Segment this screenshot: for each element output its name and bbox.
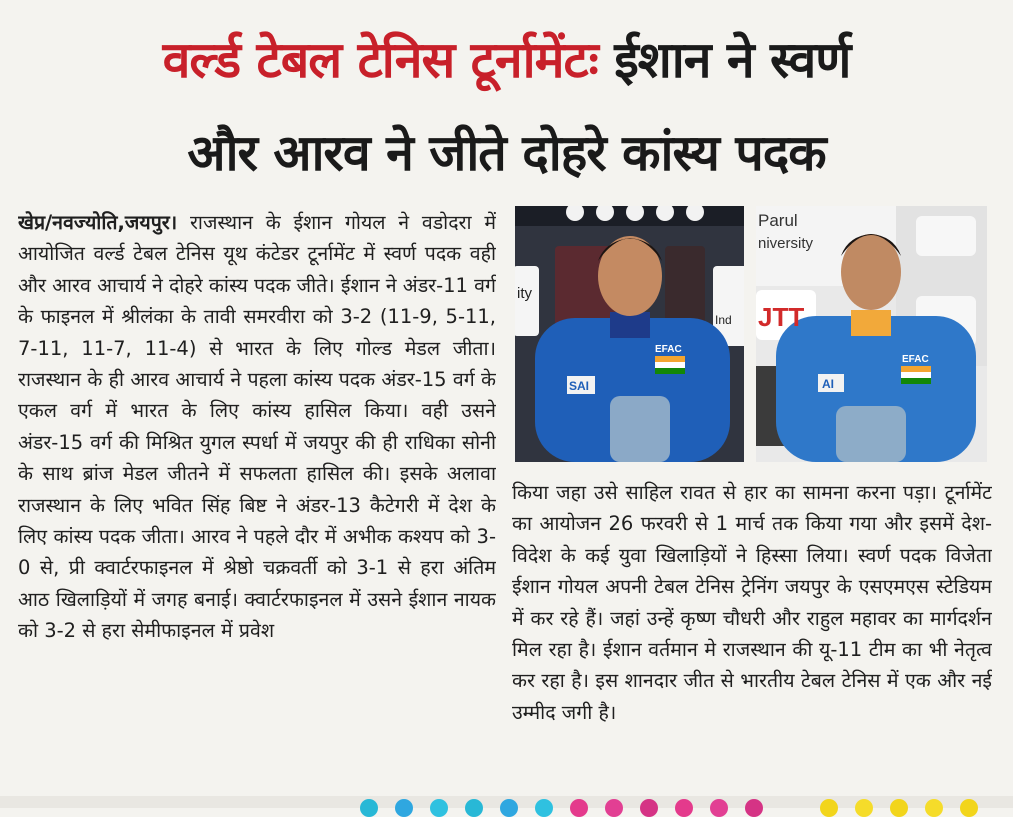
photo-eshan-goyal xyxy=(515,206,744,462)
headline-black-part: ईशान ने स्वर्ण xyxy=(614,31,851,89)
decor-dot xyxy=(360,799,378,817)
photo-1-backdrop-text-1: ity xyxy=(517,285,532,302)
decor-dot xyxy=(745,799,763,817)
decor-dot xyxy=(570,799,588,817)
article-left-text: राजस्थान के ईशान गोयल ने वडोदरा में आयोजित वर्ल्ड टेबल टेनिस यूथ कंटेडर टूर्नामेंट में स्वर्ण पदक वही और आरव आचार्य ने दोहरे कांस्य पदक जीते। ईशान ने अंडर-11 वर्ग के फाइनल में श्रीलंका के तावी समरवीरा को 3-2 (11-9, 5-11, 7-11, 11-7, 11-4) से भारत के लिए गोल्ड मेडल जीता। राजस्थान के ही आरव आचार्य ने पहला कांस्य पदक अंडर-15 वर्ग के एकल वर्ग में भारत के लिए कांस्य हासिल किया। वही उसने अंडर-15 वर्ग की मिश्रित युगल स्पर्धा में जयपुर की ही राधिका सोनी के साथ ब्रांज मेडल जीतने में सफलता हासिल की। इसके अलावा राजस्थान के लिए भवित सिंह बिष्ट ने अंडर-13 कैटेगरी में देश के लिए कांस्य पदक जीता। आरव ने पहले दौर में अभीक कश्यप को 3-0 से, प्री क्वार्टरफाइनल में श्रेष्ठो चक्रवर्ती को 3-1 से हरा अंतिम आठ खिलाड़ियों में जगह बनाई। क्वार्टरफाइनल में उसने ईशान नायक को 3-2 से हरा सेमीफाइनल में प्रवेश xyxy=(18,211,496,643)
article-left-column xyxy=(18,207,496,767)
photo-2-illustration xyxy=(756,206,987,462)
photo-2-backdrop-text-3: JTT xyxy=(758,302,805,332)
decor-dot xyxy=(640,799,658,817)
photo-1-jacket-logo: EFAC xyxy=(655,344,682,355)
photo-1-sai-badge: SAI xyxy=(569,379,590,393)
decor-dot xyxy=(395,799,413,817)
decor-dot xyxy=(465,799,483,817)
decor-dot xyxy=(855,799,873,817)
decor-dot xyxy=(675,799,693,817)
decor-dot xyxy=(890,799,908,817)
photo-2-backdrop-text-2: niversity xyxy=(758,235,814,252)
photo-2-jacket-logo: EFAC xyxy=(902,354,929,365)
decor-dot xyxy=(820,799,838,817)
headline-red-part: वर्ल्ड टेबल टेनिस टूर्नामेंटः xyxy=(162,31,598,89)
article-right-column xyxy=(512,477,992,767)
decor-dot xyxy=(710,799,728,817)
headline-line-2: और आरव ने जीते दोहरे कांस्य पदक xyxy=(187,124,826,182)
decor-dot xyxy=(500,799,518,817)
article-right-text: किया जहा उसे साहिल रावत से हार का सामना करना पड़ा। टूर्नामेंट का आयोजन 26 फरवरी से 1 मार्च तक किया गया और इसमें देश-विदेश के कई युवा खिलाड़ियों ने हिस्सा लिया। स्वर्ण पदक विजेता ईशान गोयल अपनी टेबल टेनिस ट्रेनिंग जयपुर के एसएमएस स्टेडियम में कर रहे हैं। जहां उन्हें कृष्ण चौधरी और राहुल महावर का मार्गदर्शन मिल रहा है। ईशान वर्तमान मे राजस्थान की यू-11 टीम का भी नेतृत्व कर रहा है। इस शानदार जीत से भारतीय टेबल टेनिस में एक और नई उम्मीद जगी है। xyxy=(512,481,992,724)
decor-dot xyxy=(535,799,553,817)
photo-2-backdrop-text-1: Parul xyxy=(758,211,798,230)
photo-1-illustration xyxy=(515,206,744,462)
photo-1-backdrop-text-2: Ind xyxy=(715,313,732,327)
photo-aarav-acharya xyxy=(756,206,987,462)
decor-dot xyxy=(925,799,943,817)
decor-dot xyxy=(605,799,623,817)
decor-dot xyxy=(430,799,448,817)
headline-line-1 xyxy=(0,24,1013,96)
photo-2-sai-badge: AI xyxy=(822,377,834,391)
decor-dot xyxy=(960,799,978,817)
article-dateline: खेप्र/नवज्योति,जयपुर। xyxy=(18,211,178,234)
